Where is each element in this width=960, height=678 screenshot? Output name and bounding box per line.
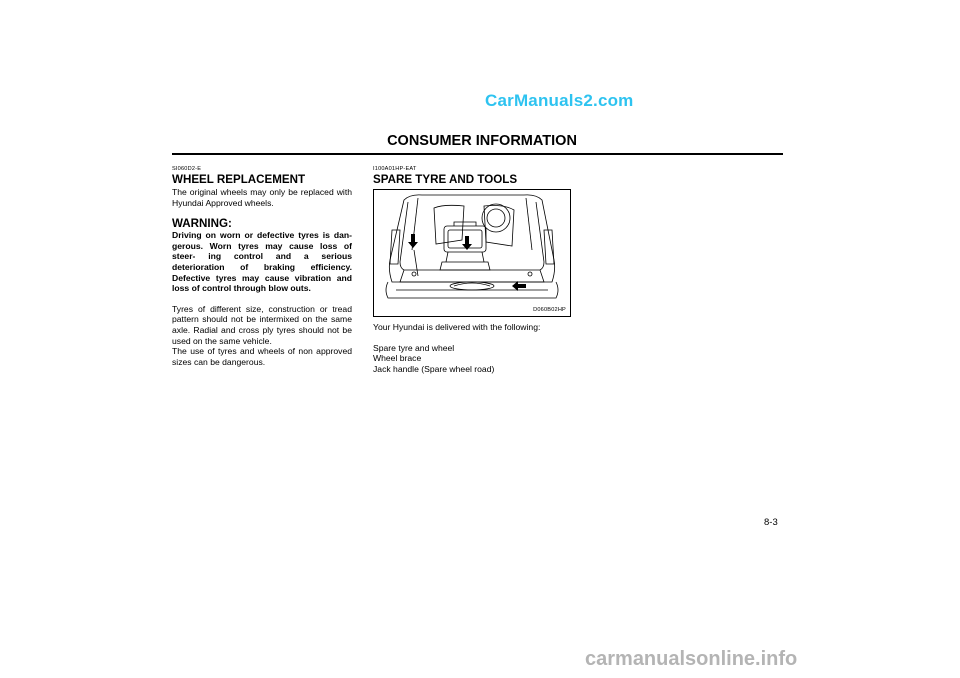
page-title: CONSUMER INFORMATION [387,133,577,149]
section-heading: SPARE TYRE AND TOOLS [373,173,518,186]
list-item: Spare tyre and wheel [373,342,455,353]
right-column [373,165,578,187]
figure-code: D060B02HP [533,307,566,313]
watermark-top: CarManuals2.com [485,91,634,110]
cargo-area-illustration [374,190,570,316]
warning-body: Driving on worn or defective tyres is dan- gerous. Worn tyres may cause loss of steer- ing control and a serious deterioration of braking efficiency. Defective tyres may cause vibration and loss of control through blow outs. [172,230,352,294]
header-rule [172,153,783,155]
delivery-intro: Your Hyundai is delivered with the following: [373,322,541,332]
section-code: SI060D2-E [172,166,202,172]
section-code: I100A01HP-EAT [373,166,417,172]
intro-paragraph: The original wheels may only be replaced with Hyundai Approved wheels. [172,187,352,208]
list-item: Wheel brace [373,353,422,364]
approved-sizes-paragraph: The use of tyres and wheels of non approved sizes can be dangerous. [172,346,352,367]
page-number: 8-3 [764,517,778,528]
section-heading: WHEEL REPLACEMENT [172,173,306,186]
right-column-body [373,322,578,374]
tyre-mixing-paragraph: Tyres of different size, construction or tread pattern should not be intermixed on the same axle. Radial and cross ply tyres should not be used on the same vehicle. [172,303,352,346]
warning-title: WARNING: [172,217,232,231]
left-column [172,165,352,367]
watermark-bottom: carmanualsonline.info [585,648,798,670]
spare-tyre-figure [373,189,571,317]
list-item: Jack handle (Spare wheel road) [373,363,495,374]
